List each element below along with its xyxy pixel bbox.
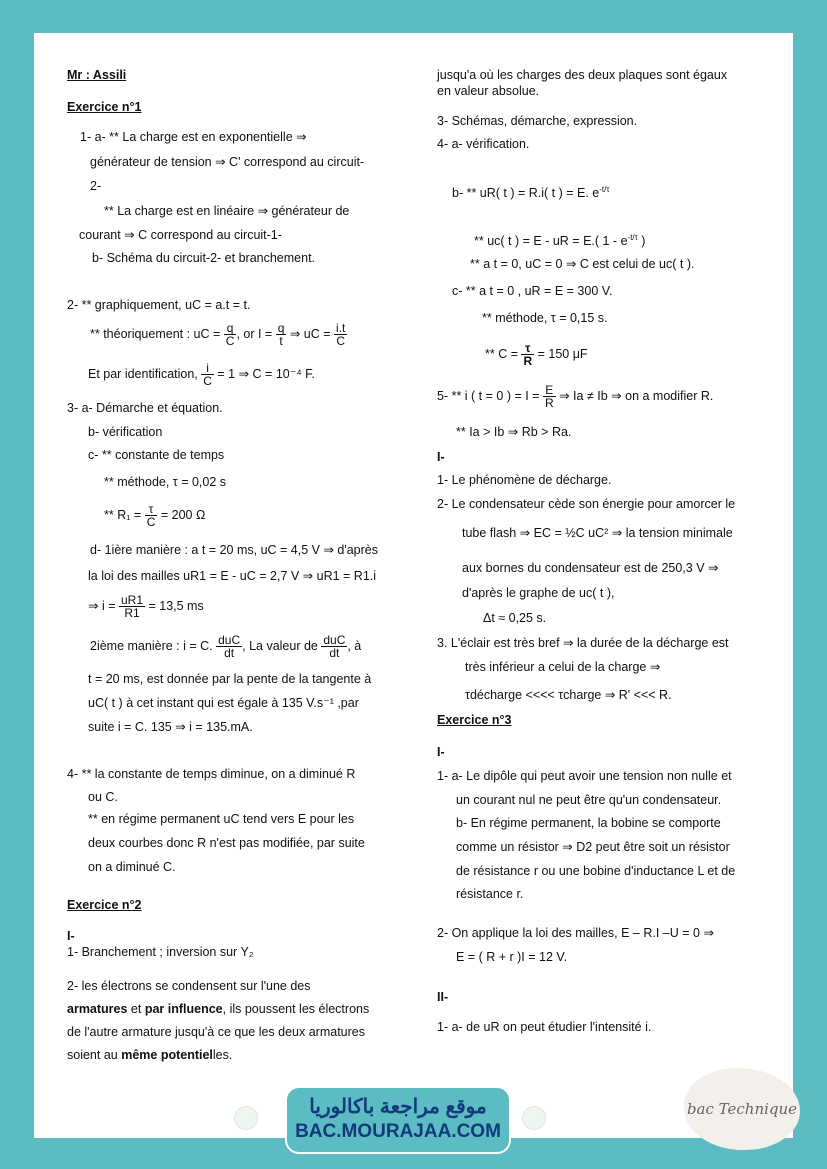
ex1-title: Exercice n°1: [67, 100, 142, 114]
ex2-p2: 2- Le condensateur cède son énergie pour amorcer le: [437, 497, 736, 511]
fraction: $\frac{\text{duC}}{dt}$: [218, 633, 241, 660]
bac-technique-logo: bac Technique: [684, 1068, 800, 1150]
ex1-q4-line4: deux courbes donc R n'est pas modifiée, par suite: [88, 836, 365, 850]
page-sheet: [34, 33, 793, 1138]
ex2-q2-cont2: en valeur absolue.: [437, 84, 540, 98]
ex1-q3d-line7: suite i = C. 135 ⇒ i = 135.mA.: [88, 720, 253, 734]
ex2-q2-line1: 2- les électrons se condensent sur l'une des: [67, 979, 311, 993]
ex2-q1: 1- Branchement ; inversion sur Y₂: [67, 945, 254, 959]
ex2-q4c-capacity: ** C = $\frac{\tau}{R}$ = 150 μF: [485, 341, 588, 368]
ex2-p2-line5: Δt ≈ 0,25 s.: [483, 611, 547, 625]
banner-url: BAC.MOURAJAA.COM: [295, 1121, 501, 1142]
small-logo-right: [522, 1106, 546, 1130]
ex1-q3d-line3: ⇒ i = $\frac{uR1}{R1}$ = 13,5 ms: [88, 593, 204, 620]
ex1-q1a-line4: ** La charge est en linéaire ⇒ générateur de: [104, 204, 350, 218]
ex1-q3d-line1: d- 1ière manière : a t = 20 ms, uC = 4,5 V ⇒ d'après: [90, 543, 379, 557]
ex3-q1b-line2: comme un résistor ⇒ D2 peut être soit un résistor: [456, 840, 730, 854]
ex3-title: Exercice n°3: [437, 713, 512, 727]
ex1-q1a: 1- a- ** La charge est en exponentielle ⇒: [80, 130, 307, 144]
ex3-part1: I-: [437, 745, 445, 759]
ex1-q2-ident: Et par identification, $\frac{i}{C}$ = 1 ⇒ C = 10⁻⁴ F.: [88, 361, 315, 388]
ex2-p3-line2: très inférieur a celui de la charge ⇒: [465, 660, 661, 674]
ex2-q4b-line2: ** uc( t ) = E - uR = E.( $1 - e^{-t/\tau}$ ): [474, 233, 646, 249]
ex3-q1a: 1- a- Le dipôle qui peut avoir une tension non nulle et: [437, 769, 732, 783]
site-banner[interactable]: [285, 1086, 511, 1154]
ex2-p2-line2: tube flash ⇒ EC = ½C uC² ⇒ la tension minimale: [462, 526, 733, 540]
ex3-q3: 1- a- de uR on peut étudier l'intensité i.: [437, 1020, 652, 1034]
fraction: $\frac{E}{R}$: [544, 383, 554, 410]
ex2-q4c: c- ** a t = 0 , uR = E = 300 V.: [452, 284, 613, 298]
ex3-q1b-line4: résistance r.: [456, 887, 524, 901]
ex2-q2-line4: soient au même potentielles.: [67, 1048, 233, 1062]
ex1-q4-line1: 4- ** la constante de temps diminue, on a diminué R: [67, 767, 356, 781]
ex2-part2: I-: [437, 450, 445, 464]
ex1-q3c: c- ** constante de temps: [88, 448, 225, 462]
ex2-p3: 3. L'éclair est très bref ⇒ la durée de la décharge est: [437, 636, 729, 650]
ex1-q3d-line2: la loi des mailles uR1 = E - uC = 2,7 V ⇒ uR1 = R1.i: [88, 569, 377, 583]
ex1-q3a: 3- a- Démarche et équation.: [67, 401, 223, 415]
fraction: $\frac{q}{C}$: [225, 321, 235, 348]
small-logo-left: [234, 1106, 258, 1130]
ex1-q3d-line6: uC( t ) à cet instant qui est égale à 135 V.s⁻¹ ,par: [88, 696, 359, 710]
ex2-title: Exercice n°2: [67, 898, 142, 912]
ex1-q4-line2: ou C.: [88, 790, 118, 804]
ex2-q5-line2: ** Ia > Ib ⇒ Rb > Ra.: [456, 425, 572, 439]
ex2-part1: I-: [67, 929, 75, 943]
ex1-q2-theory: ** théoriquement : uC = $\frac{q}{C}$ , or I = $\frac{q}{t}$ ⇒ uC = $\frac{i.t}{C}$: [90, 321, 346, 348]
banner-arabic: موقع مراجعة باكالوريا: [309, 1096, 487, 1118]
ex1-q3d-line4: 2ième manière : i = C. $\frac{\text{duC}}{dt}$ , La valeur de $\frac{\text{duC}}{dt}$ , à: [90, 633, 362, 660]
fraction: $\frac{q}{t}$: [277, 321, 285, 348]
ex3-q1b-line3: de résistance r ou une bobine d'inductance L et de: [456, 864, 736, 878]
ex1-q1a-line3: 2-: [90, 179, 102, 193]
fraction: $\frac{\tau}{C}$: [146, 502, 156, 529]
ex2-p2-line4: d'après le graphe de uc( t ),: [462, 586, 615, 600]
ex1-q4-line3: ** en régime permanent uC tend vers E pour les: [88, 812, 355, 826]
ex2-q4b: b- ** uR( t ) = R.i( t ) = E. $e^{-t/\tau}$: [452, 185, 610, 201]
author: Mr : Assili: [67, 68, 127, 82]
ex1-q2: 2- ** graphiquement, uC = a.t = t.: [67, 298, 251, 312]
ex3-q1a-line2: un courant nul ne peut être qu'un condensateur.: [456, 793, 722, 807]
ex2-p2-line3: aux bornes du condensateur est de 250,3 V ⇒: [462, 561, 719, 575]
ex1-q1a-line2: générateur de tension ⇒ C' correspond au circuit-: [90, 155, 365, 169]
ex1-q1a-line5: courant ⇒ C correspond au circuit-1-: [79, 228, 282, 242]
ex1-q3c-r1: ** R₁ = $\frac{\tau}{C}$ = 200 Ω: [104, 502, 206, 529]
ex2-q5: 5- ** i ( t = 0 ) = I = $\frac{E}{R}$ ⇒ Ia ≠ Ib ⇒ on a modifier R.: [437, 383, 714, 410]
ex1-q4-line5: on a diminué C.: [88, 860, 176, 874]
ex3-q1b: b- En régime permanent, la bobine se comporte: [456, 816, 721, 830]
ex2-p3-line3: τdécharge <<<< τcharge ⇒ R' <<< R.: [465, 688, 672, 702]
ex2-q4b-line3: ** a t = 0, uC = 0 ⇒ C est celui de uc( t ).: [470, 257, 695, 271]
fraction: $\frac{\tau}{R}$: [523, 341, 533, 368]
ex1-q3b: b- vérification: [88, 425, 163, 439]
ex1-q1b: b- Schéma du circuit-2- et branchement.: [92, 251, 316, 265]
ex2-q2-cont1: jusqu'a où les charges des deux plaques sont égaux: [437, 68, 728, 82]
ex3-q2-line2: E = ( R + r )I = 12 V.: [456, 950, 568, 964]
ex1-q3c-method: ** méthode, τ = 0,02 s: [104, 475, 227, 489]
ex2-q2-line2: armatures et par influence, ils poussent les électrons: [67, 1002, 370, 1016]
ex3-q2: 2- On applique la loi des mailles, E – R.I –U = 0 ⇒: [437, 926, 714, 940]
ex2-q3: 3- Schémas, démarche, expression.: [437, 114, 638, 128]
ex3-part2: II-: [437, 990, 449, 1004]
ex2-q4a: 4- a- vérification.: [437, 137, 530, 151]
ex1-q3d-line5: t = 20 ms, est donnée par la pente de la tangente à: [88, 672, 372, 686]
fraction: $\frac{i.t}{C}$: [336, 321, 346, 348]
fraction: $\frac{\text{duC}}{dt}$: [323, 633, 346, 660]
fraction: $\frac{i}{C}$: [203, 361, 212, 388]
ex2-q4c-method: ** méthode, τ = 0,15 s.: [482, 311, 608, 325]
ex2-q2-line3: de l'autre armature jusqu'à ce que les deux armatures: [67, 1025, 365, 1039]
ex2-p1: 1- Le phénomène de décharge.: [437, 473, 612, 487]
fraction: $\frac{uR1}{R1}$: [120, 593, 143, 620]
